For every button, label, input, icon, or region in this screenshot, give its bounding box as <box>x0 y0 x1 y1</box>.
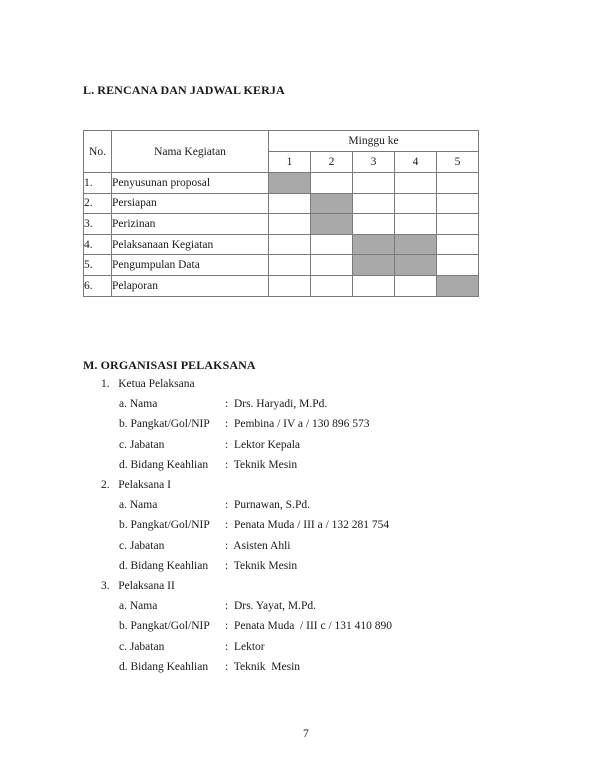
week-cell <box>311 173 353 194</box>
schedule-table <box>83 130 479 297</box>
week-cell <box>311 234 353 255</box>
table-row <box>84 275 479 296</box>
week-cell <box>269 193 311 214</box>
week-cell <box>269 255 311 276</box>
org-field-value: : Pembina / IV a / 130 896 573 <box>225 418 370 431</box>
header-week-3: 3 <box>353 152 395 173</box>
header-week-5: 5 <box>437 152 479 173</box>
week-cell-active <box>269 173 311 194</box>
week-cell <box>437 214 479 235</box>
org-field-label: d. Bidang Keahlian <box>119 458 209 471</box>
week-cell <box>353 214 395 235</box>
org-field-value: : Penata Muda / III a / 132 281 754 <box>225 519 390 532</box>
org-field-label: b. Pangkat/Gol/NIP <box>119 620 210 633</box>
org-field-value: : Teknik Mesin <box>225 559 298 572</box>
week-cell <box>269 214 311 235</box>
week-cell <box>311 255 353 276</box>
header-activity-name: Nama Kegiatan <box>112 131 269 173</box>
page-number: 7 <box>303 728 309 740</box>
org-field-label: d. Bidang Keahlian <box>119 559 209 572</box>
week-cell-active <box>311 214 353 235</box>
org-field-value: : Lektor <box>225 640 265 653</box>
table-row <box>84 173 479 194</box>
activity-name: Pelaporan <box>112 275 269 296</box>
table-row <box>84 255 479 276</box>
row-number: 5. <box>84 255 112 276</box>
table-row <box>84 214 479 235</box>
header-week-2: 2 <box>311 152 353 173</box>
org-field-label: b. Pangkat/Gol/NIP <box>119 519 210 532</box>
week-cell-active <box>395 255 437 276</box>
activity-name: Perizinan <box>112 214 269 235</box>
week-cell <box>353 275 395 296</box>
section-m-heading: M. ORGANISASI PELAKSANA <box>83 358 256 372</box>
org-field-label: c. Jabatan <box>119 539 165 552</box>
week-cell <box>269 234 311 255</box>
header-weeks-group: Minggu ke <box>269 131 479 152</box>
row-number: 3. <box>84 214 112 235</box>
week-cell-active <box>395 234 437 255</box>
org-field-value: : Drs. Yayat, M.Pd. <box>225 600 317 613</box>
week-cell <box>353 173 395 194</box>
table-row <box>84 234 479 255</box>
week-cell <box>395 214 437 235</box>
row-number: 1. <box>84 173 112 194</box>
org-field-value: : Penata Muda / III c / 131 410 890 <box>225 620 393 633</box>
org-field-label: a. Nama <box>119 398 158 411</box>
week-cell-active <box>353 255 395 276</box>
week-cell-active <box>353 234 395 255</box>
section-l-heading: L. RENCANA DAN JADWAL KERJA <box>83 83 285 97</box>
week-cell <box>437 173 479 194</box>
header-week-4: 4 <box>395 152 437 173</box>
activity-name: Persiapan <box>112 193 269 214</box>
org-group-title: 1. Ketua Pelaksana <box>101 378 195 390</box>
org-field-label: a. Nama <box>119 600 158 613</box>
week-cell <box>395 173 437 194</box>
org-field-value: : Purnawan, S.Pd. <box>225 499 310 512</box>
org-field-label: b. Pangkat/Gol/NIP <box>119 418 210 431</box>
week-cell-active <box>311 193 353 214</box>
table-row <box>84 193 479 214</box>
week-cell <box>269 275 311 296</box>
header-week-1: 1 <box>269 152 311 173</box>
week-cell <box>395 193 437 214</box>
org-field-label: a. Nama <box>119 499 158 512</box>
week-cell <box>437 255 479 276</box>
week-cell-active <box>437 275 479 296</box>
activity-name: Pengumpulan Data <box>112 255 269 276</box>
week-cell <box>437 193 479 214</box>
org-field-value: : Drs. Haryadi, M.Pd. <box>225 398 328 411</box>
activity-name: Pelaksanaan Kegiatan <box>112 234 269 255</box>
row-number: 2. <box>84 193 112 214</box>
week-cell <box>395 275 437 296</box>
org-group-title: 2. Pelaksana I <box>101 479 171 491</box>
header-no: No. <box>84 131 112 173</box>
org-field-label: c. Jabatan <box>119 640 165 653</box>
row-number: 4. <box>84 234 112 255</box>
org-field-value: : Lektor Kepala <box>225 438 301 451</box>
org-field-label: d. Bidang Keahlian <box>119 660 209 673</box>
org-field-value: : Teknik Mesin <box>225 458 298 471</box>
org-group-title: 3. Pelaksana II <box>101 580 175 592</box>
week-cell <box>311 275 353 296</box>
activity-name: Penyusunan proposal <box>112 173 269 194</box>
org-field-value: : Teknik Mesin <box>225 660 301 673</box>
week-cell <box>353 193 395 214</box>
row-number: 6. <box>84 275 112 296</box>
org-field-label: c. Jabatan <box>119 438 165 451</box>
week-cell <box>437 234 479 255</box>
org-field-value: : Asisten Ahli <box>225 539 291 552</box>
